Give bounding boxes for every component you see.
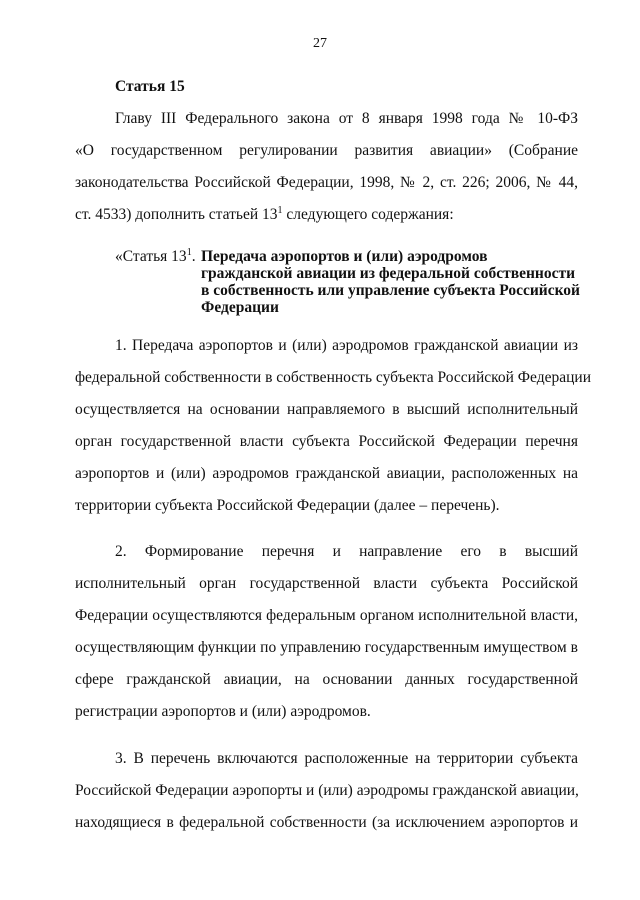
title-line: Федерации (201, 299, 279, 316)
text-line: 3. В перечень включаются расположенные на территории субъекта (115, 750, 578, 767)
new-article-title (201, 248, 581, 316)
superscript: 1 (186, 246, 192, 258)
text-line: орган государственной власти субъекта Российской Федерации перечня (75, 433, 578, 450)
paragraph-1 (75, 330, 592, 522)
text-line: исполнительный орган государственной власти субъекта Российской (75, 575, 578, 592)
new-article-label: «Статья $13^1$. (115, 246, 196, 265)
text-line: законодательства Российской Федерации, 1998, № 2, ст. 226; 2006, № 44, (75, 174, 578, 191)
paragraph-2 (75, 536, 578, 728)
article-heading: Статья 15 (115, 78, 185, 95)
title-line: Передача аэропортов и (или) аэродромов (201, 248, 488, 265)
text-line: регистрации аэропортов и (или) аэродромов. (75, 703, 371, 720)
text-line (75, 199, 578, 231)
text-line: Главу III Федерального закона от 8 января 1998 года № 10-ФЗ (115, 110, 578, 127)
text-line: осуществляется на основании направляемого в высший исполнительный (75, 401, 578, 418)
text-line: находящиеся в федеральной собственности (за исключением аэропортов и (75, 814, 578, 831)
text-fragment: ст. 4533) дополнить статьей 13 (75, 206, 278, 223)
page-number: 27 (313, 36, 327, 51)
paragraph-3 (75, 743, 578, 839)
text-line: «О государственном регулировании развития авиации» (Собрание (75, 142, 578, 159)
text-line: федеральной собственности в собственность субъекта Российской Федерации (75, 369, 592, 386)
text-line: аэропортов и (или) аэродромов гражданской авиации, расположенных на (75, 465, 578, 482)
text-line: 1. Передача аэропортов и (или) аэродромов гражданской авиации из (115, 337, 578, 354)
title-line: гражданской авиации из федеральной собственности (201, 265, 575, 282)
text-line: территории субъекта Российской Федерации (далее – перечень). (75, 497, 500, 514)
text-line: Федерации осуществляются федеральным органом исполнительной власти, (75, 607, 578, 624)
text-line: 2. Формирование перечня и направление его в высший (115, 543, 578, 560)
text-line: осуществляющим функции по управлению государственным имуществом в (75, 639, 578, 656)
superscript: 1 (277, 204, 283, 216)
text-fragment: следующего содержания: (282, 206, 454, 223)
title-line: в собственность или управление субъекта Российской (201, 282, 580, 299)
text-line: Российской Федерации аэропорты и (или) аэродромы гражданской авиации, (75, 782, 579, 799)
intro-paragraph (75, 103, 578, 231)
text-line: сфере гражданской авиации, на основании данных государственной (75, 671, 578, 688)
